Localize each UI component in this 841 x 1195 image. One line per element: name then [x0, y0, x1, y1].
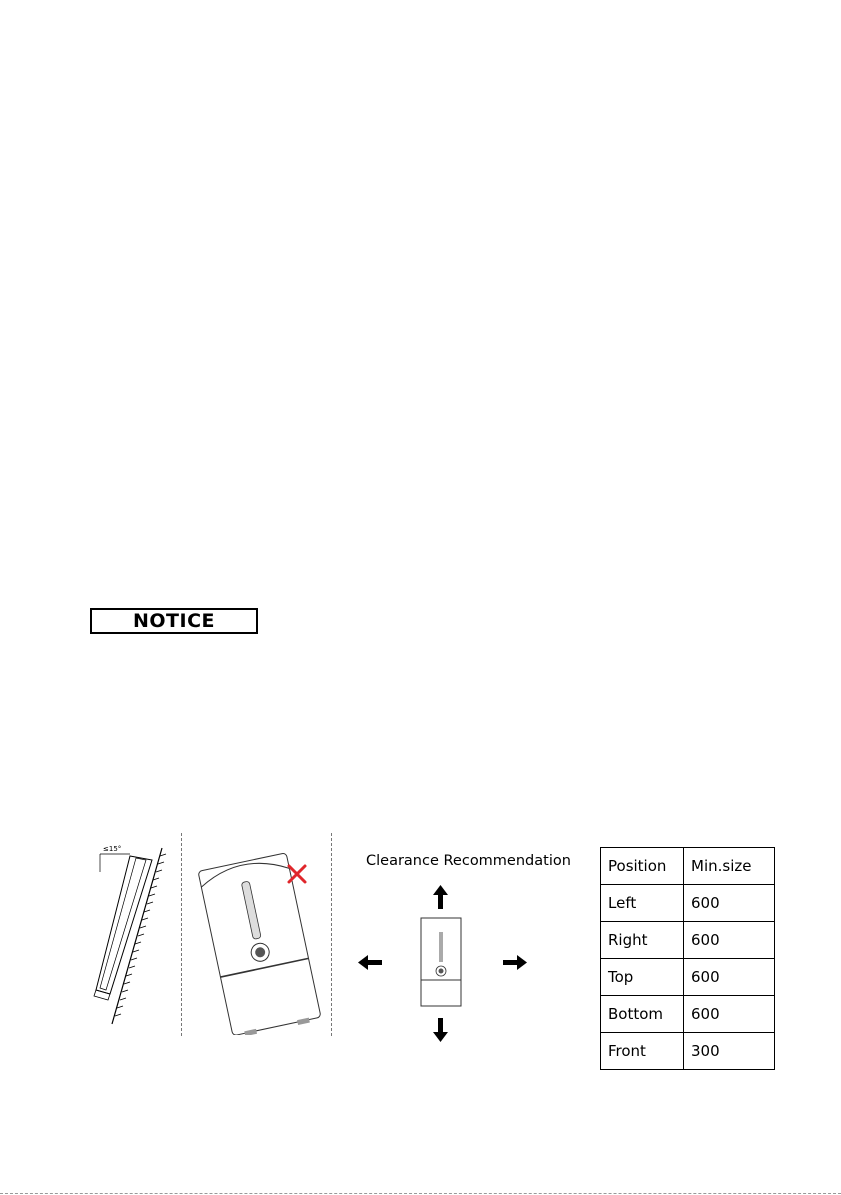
position-cell: Front [601, 1033, 684, 1070]
table-header-row [601, 848, 775, 885]
x-mark-icon [289, 866, 305, 882]
arrow-up-icon [433, 885, 448, 909]
page-bottom-rule [0, 1193, 841, 1194]
table-row [601, 922, 775, 959]
arrow-down-icon [433, 1018, 448, 1042]
position-cell: Bottom [601, 996, 684, 1033]
min-size-cell: 600 [684, 922, 775, 959]
notice-text: NOTICE [132, 610, 215, 632]
tilt-angle-label: ≤15° [103, 845, 122, 853]
position-cell: Left [601, 885, 684, 922]
header-position: Position [601, 848, 684, 885]
figure-divider-left [181, 833, 182, 1036]
table-row [601, 885, 775, 922]
clearance-table [600, 847, 775, 1070]
clearance-title: Clearance Recommendation [366, 853, 571, 869]
clearance-illustration [355, 882, 535, 1047]
table-row [601, 959, 775, 996]
notice-label [90, 608, 258, 634]
table-row [601, 1033, 775, 1070]
figure-divider-right [331, 833, 332, 1036]
arrow-left-icon [358, 955, 382, 970]
arrow-right-icon [503, 955, 527, 970]
position-cell: Right [601, 922, 684, 959]
min-size-cell: 600 [684, 885, 775, 922]
position-cell: Top [601, 959, 684, 996]
tilt-mounting-illustration [90, 838, 170, 1026]
min-size-cell: 600 [684, 959, 775, 996]
header-min-size: Min.size [684, 848, 775, 885]
table-row [601, 996, 775, 1033]
min-size-cell: 300 [684, 1033, 775, 1070]
min-size-cell: 600 [684, 996, 775, 1033]
incorrect-tilt-illustration [195, 840, 330, 1035]
